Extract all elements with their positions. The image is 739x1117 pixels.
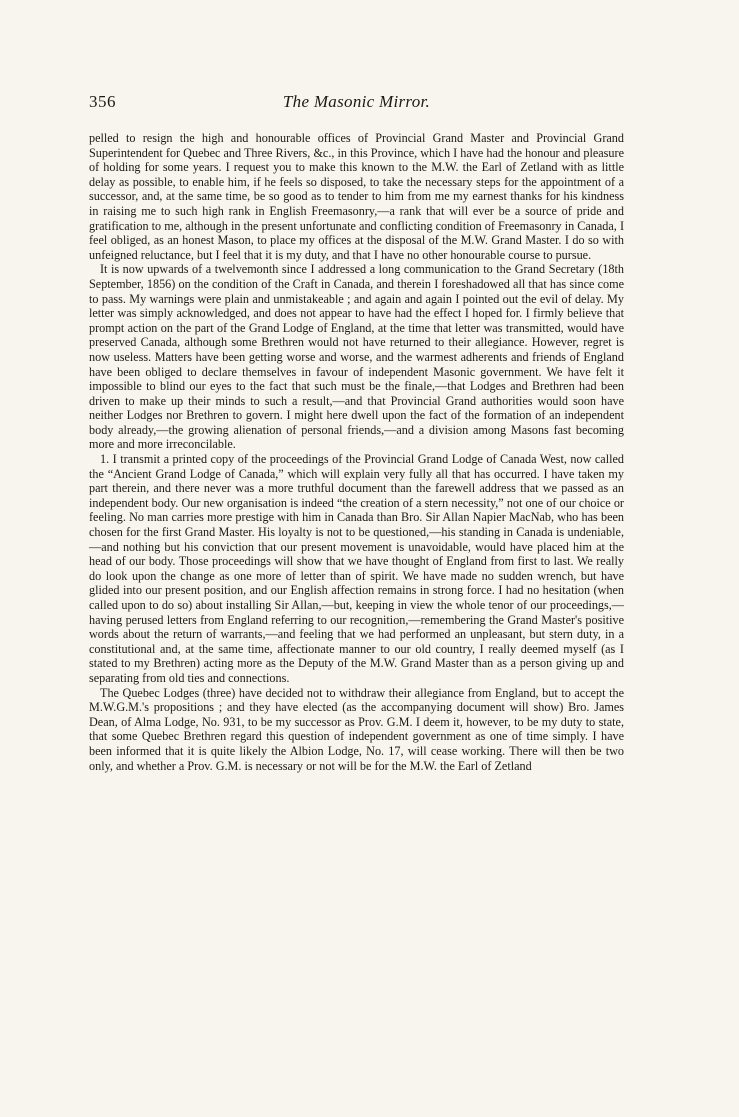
- paragraph-3: 1. I transmit a printed copy of the proceedings of the Provincial Grand Lodge of Canada West, now called the “Ancient Grand Lodge of Canada,” which will explain very fully all that has occurred. I have taken my part therein, and there never was a more truthful document than the farewell address that we passed as an independent body. Our new organisation is indeed “the creation of a stern necessity,” not one of our choice or feeling. No man carries more prestige with him in Canada than Bro. Sir Allan Napier MacNab, who has been chosen for the first Grand Master. His loyalty is not to be questioned,—his standing in Canada is undeniable,—and nothing but his conviction that our present movement is unavoidable, would have placed him at the head of our body. Those proceedings will show that we have thought of England from first to last. We really do look upon the change as one more of letter than of spirit. We have made no sudden wrench, but have glided into our present position, and our English affection remains in strong force. I had no hesitation (when called upon to do so) about installing Sir Allan,—but, keeping in view the whole tenor of our proceedings,—having perused letters from England referring to our recognition,—remembering the Grand Master's positive words about the return of warrants,—and feeling that we had performed an unpleasant, but stern duty, in a constitutional and, at the same time, affectionate manner to our old country, I really deemed myself (as I stated to my Brethren) acting more as the Deputy of the M.W. Grand Master than as a person giving up and separating from old ties and connections.: [89, 452, 624, 685]
- article-body: [89, 131, 624, 773]
- paragraph-1: pelled to resign the high and honourable offices of Provincial Grand Master and Provincial Grand Superintendent for Quebec and Three Rivers, &c., in this Province, which I have had the honour and pleasure of holding for some years. I request you to make this known to the M.W. the Earl of Zetland with as little delay as possible, to enable him, if he feels so disposed, to take the necessary steps for the appointment of a successor, and, at the same time, be so good as to tender to him from me my earnest thanks for his kindness in raising me to such high rank in English Freemasonry,—a rank that will ever be a source of pride and gratification to me, although in the present unfortunate and conflicting condition of Freemasonry in Canada, I feel obliged, as an honest Mason, to place my offices at the disposal of the M.W. Grand Master. I do so with unfeigned reluctance, but I feel that it is my duty, and that I have no other honourable course to pursue.: [89, 131, 624, 262]
- paragraph-4: The Quebec Lodges (three) have decided not to withdraw their allegiance from England, but to accept the M.W.G.M.'s propositions ; and they have elected (as the accompanying document will show) Bro. James Dean, of Alma Lodge, No. 931, to be my successor as Prov. G.M. I deem it, however, to be my duty to state, that some Quebec Brethren regard this question of independent government as one of time simply. I have been informed that it is quite likely the Albion Lodge, No. 17, will cease working. There will then be two only, and whether a Prov. G.M. is necessary or not will be for the M.W. the Earl of Zetland: [89, 685, 624, 773]
- page-number: 356: [89, 92, 116, 111]
- page-header: [89, 92, 624, 116]
- running-title: The Masonic Mirror.: [282, 92, 431, 111]
- paragraph-2: It is now upwards of a twelvemonth since I addressed a long communication to the Grand Secretary (18th September, 1856) on the condition of the Craft in Canada, and therein I foreshadowed all that has since come to pass. My warnings were plain and unmistakeable ; and again and again I pointed out the evil of delay. My letter was simply acknowledged, and does not appear to have had the effect I hoped for. I firmly believe that prompt action on the part of the Grand Lodge of England, at the time that letter was transmitted, would have preserved Canada, although some Brethren would not have returned to their allegiance. However, regret is now useless. Matters have been getting worse and worse, and the warmest adherents and friends of England have been obliged to declare themselves in favour of independent Masonic government. We have felt it impossible to blind our eyes to the fact that such must be the finale,—that Lodges and Brethren had been driven to make up their minds to such a result,—and that Provincial Grand authorities would soon have neither Lodges nor Brethren to govern. I might here dwell upon the fact of the formation of an independent body already,—the growing alienation of personal friends,—and a division among Masons fast becoming more and more irreconcilable.: [89, 262, 624, 452]
